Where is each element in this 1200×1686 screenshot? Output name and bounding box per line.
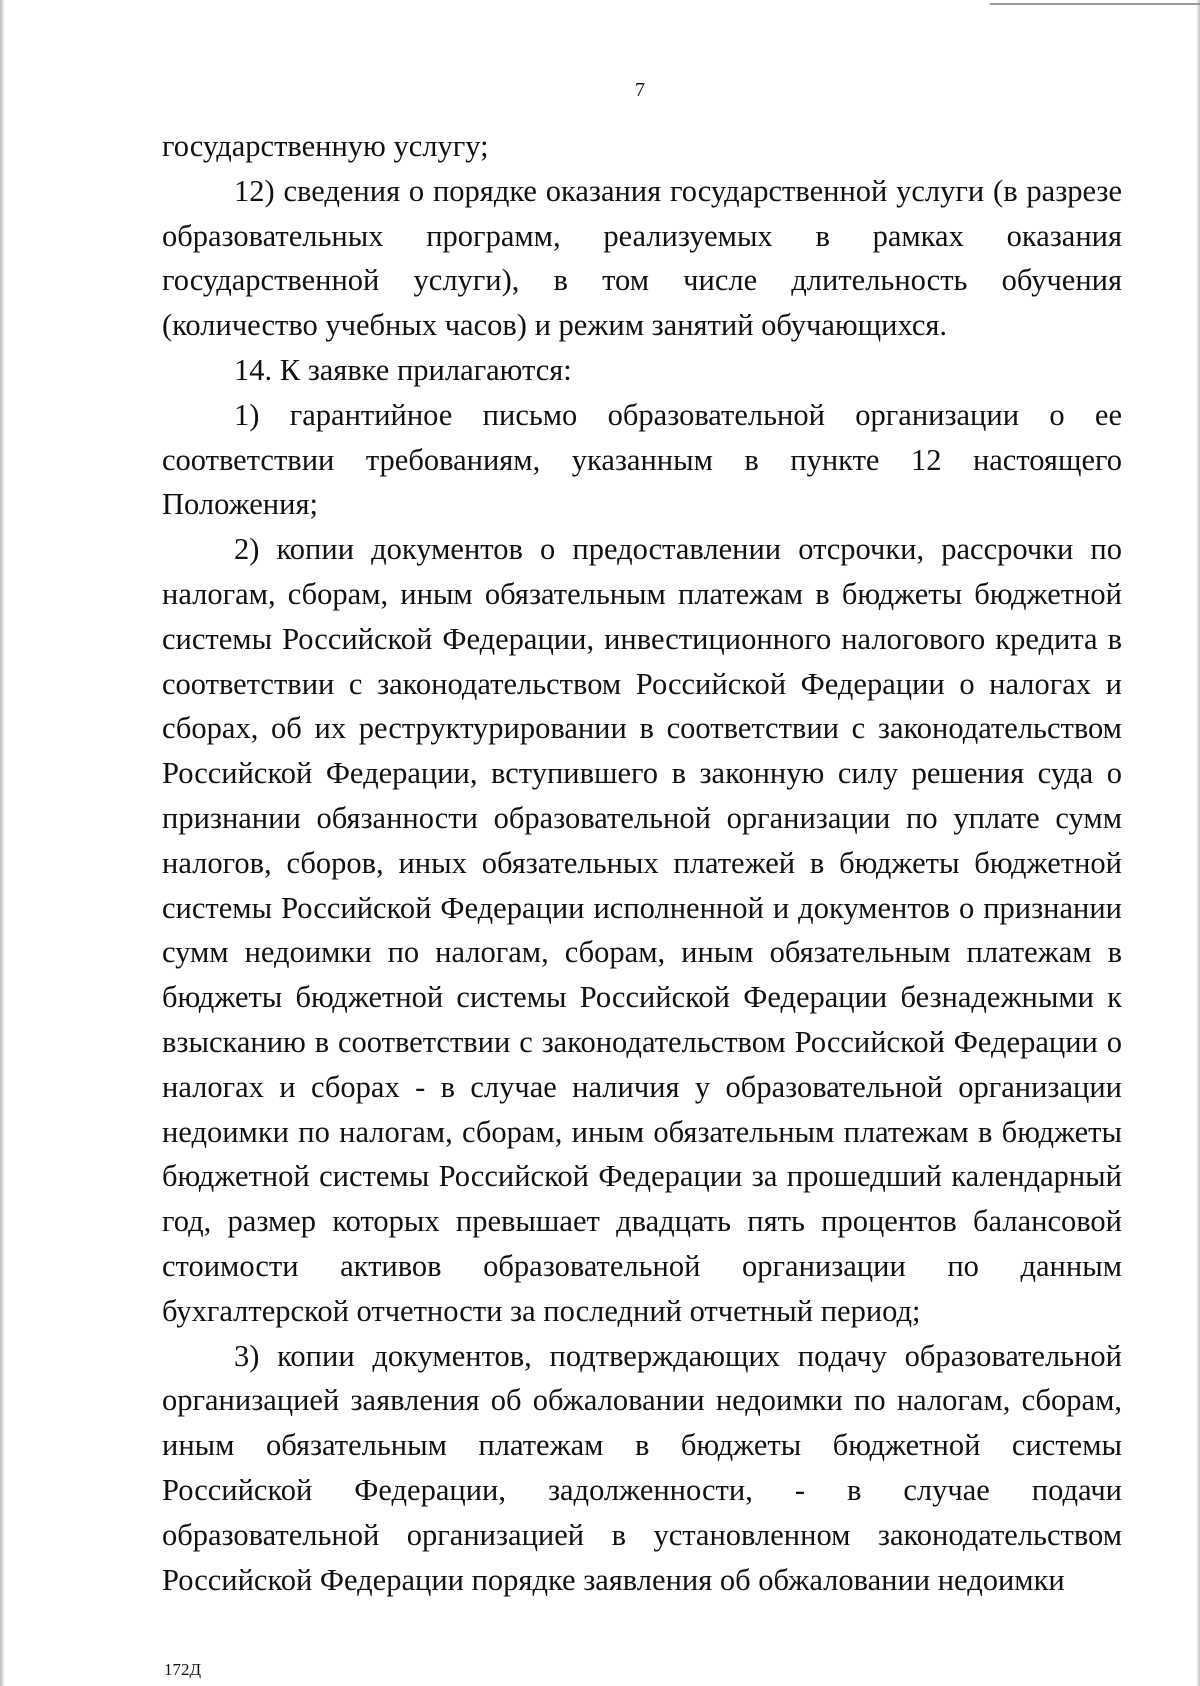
paragraph-continuation: государственную услугу;	[162, 129, 489, 163]
paragraph-item-12: 12) сведения о порядке оказания государственной услуги (в разрезе образовательных программ, реализуемых в рамках оказания государственной услуги), в том числе длительность обучения (количество учебных часов) и режим занятий обучающихся.	[162, 173, 1122, 343]
scan-right-edge	[1196, 0, 1200, 1686]
scan-left-edge	[0, 0, 5, 1686]
paragraph-item-3: 3) копии документов, подтверждающих подачу образовательной организацией заявления об обжаловании недоимки по налогам, сборам, иным обязательным платежам в бюджеты бюджетной системы Российской Федерации, задолженности, - в случае подачи образовательной организацией в установленном законодательством Российской Федерации порядке заявления об обжаловании недоимки	[162, 1338, 1122, 1597]
document-code: 172Д	[164, 1660, 202, 1679]
paragraph-section-14: 14. К заявке прилагаются:	[234, 352, 572, 387]
scan-top-rule	[990, 3, 1200, 5]
paragraph-item-2: 2) копии документов о предоставлении отсрочки, рассрочки по налогам, сборам, иным обязательным платежам в бюджеты бюджетной системы Российской Федерации, инвестиционного налогового кредита в соответствии с законодательством Российской Федерации о налогах и сборах, об их реструктурировании в соответствии с законодательством Российской Федерации, вступившего в законную силу решения суда о признании обязанности образовательной организации по уплате сумм налогов, сборов, иных обязательных платежей в бюджеты бюджетной системы Российской Федерации исполненной и документов о признании сумм недоимки по налогам, сборам, иным обязательным платежам в бюджеты бюджетной системы Российской Федерации безнадежными к взысканию в соответствии с законодательством Российской Федерации о налогах и сборах - в случае наличия у образовательной организации недоимки по налогам, сборам, иным обязательным платежам в бюджеты бюджетной системы Российской Федерации за прошедший календарный год, размер которых превышает двадцать пять процентов балансовой стоимости активов образовательной организации по данным бухгалтерской отчетности за последний отчетный период;	[162, 532, 1122, 1328]
page-number: 7	[635, 79, 645, 101]
paragraph-item-1: 1) гарантийное письмо образовательной организации о ее соответствии требованиям, указанным в пункте 12 настоящего Положения;	[162, 397, 1122, 522]
document-body	[162, 124, 1122, 1602]
